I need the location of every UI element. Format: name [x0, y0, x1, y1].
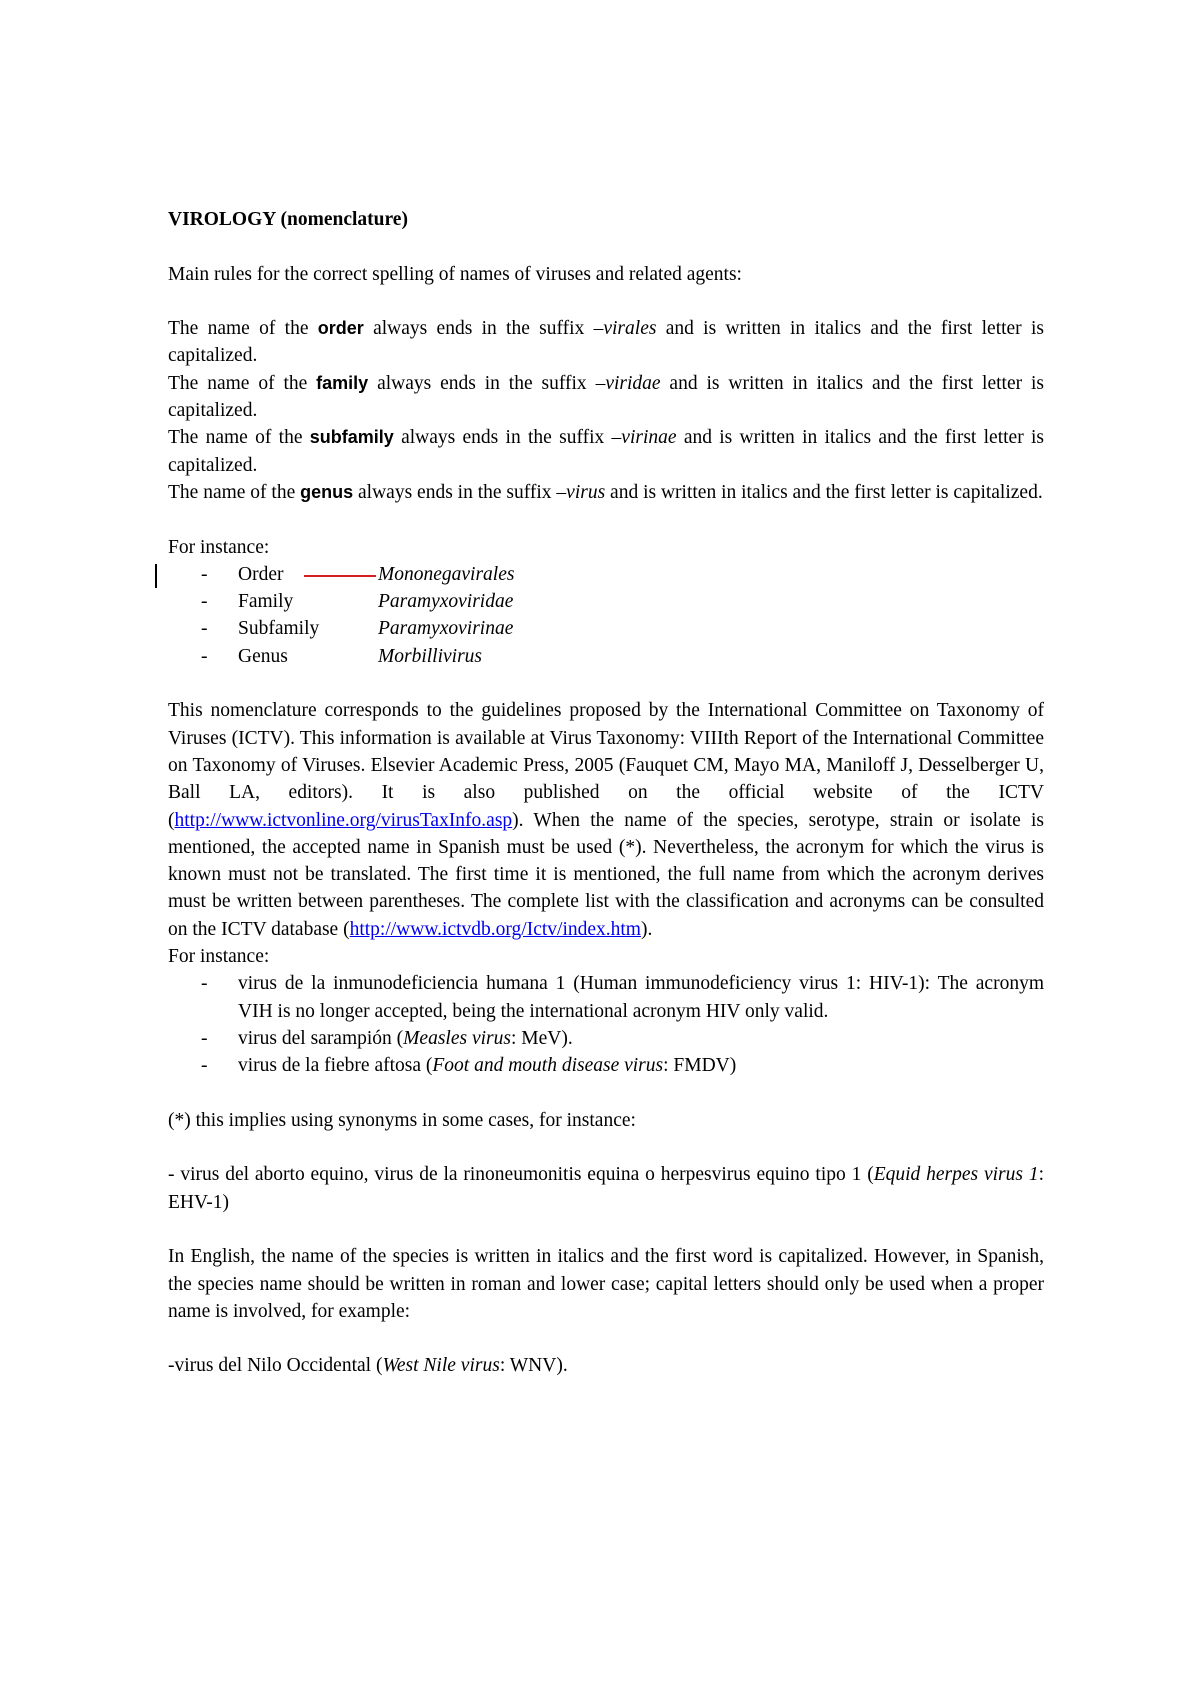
taxonomy-row-genus: - Genus Morbillivirus — [168, 643, 1044, 670]
examples-list — [168, 970, 1044, 1079]
rule-order: The name of the order always ends in the suffix –virales and is written in italics and the first letter is capitalized. — [168, 318, 1044, 367]
taxonomy-rank: Family — [238, 591, 294, 613]
rule-suffix: –viridae — [595, 372, 661, 394]
taxonomy-rank: Genus — [238, 645, 288, 667]
rule-subfamily: The name of the subfamily always ends in the suffix –virinae and is written in italics and the first letter is capitalized. — [168, 427, 1044, 476]
taxonomy-row-subfamily: - Subfamily Paramyxovirinae — [168, 615, 1044, 642]
taxonomy-name: Paramyxoviridae — [378, 591, 514, 613]
rule-term: subfamily — [309, 427, 394, 448]
example-measles: - virus del sarampión (Measles virus: MeV). — [201, 1027, 573, 1049]
taxonomy-name: Paramyxovirinae — [378, 618, 514, 640]
rule-family: The name of the family always ends in the suffix –viridae and is written in italics and the first letter is capitalized. — [168, 372, 1044, 422]
synonyms-note: (*) this implies using synonyms in some cases, for instance: — [168, 1109, 636, 1131]
rule-suffix: –virus — [556, 481, 606, 503]
for-instance-label: For instance: — [168, 946, 270, 968]
for-instance-label: For instance: — [168, 536, 270, 558]
rule-suffix: –virales — [593, 318, 657, 340]
taxonomy-row-order: - Order Mononegavirales — [168, 561, 1044, 588]
rule-term: family — [316, 372, 369, 393]
rule-suffix: –virinae — [611, 427, 677, 449]
rule-genus: The name of the genus always ends in the suffix –virus and is written in italics and the first letter is capitalized. — [168, 481, 1043, 503]
taxonomy-name: Mononegavirales — [378, 563, 515, 585]
document-title: VIROLOGY (nomenclature) — [168, 209, 408, 230]
taxonomy-name: Morbillivirus — [378, 645, 483, 667]
rule-term: order — [317, 318, 364, 339]
taxonomy-rank: Subfamily — [238, 618, 320, 640]
taxonomy-rank: Order — [238, 563, 284, 585]
final-example: -virus del Nilo Occidental (West Nile virus: WNV). — [168, 1355, 568, 1377]
red-arrow-line — [304, 575, 376, 577]
example-hiv: - virus de la inmunodeficiencia humana 1 (Human immunodeficiency virus 1: HIV-1): The acronym VIH is no longer accepted, being the international acronym HIV only valid. — [201, 973, 1044, 1022]
text-cursor — [155, 564, 157, 588]
ictvdb-link[interactable]: http://www.ictvdb.org/Ictv/index.htm — [349, 918, 641, 940]
taxonomy-list — [168, 561, 1044, 670]
example-fmdv: - virus de la fiebre aftosa (Foot and mouth disease virus: FMDV) — [201, 1055, 737, 1077]
rule-term: genus — [300, 481, 354, 502]
ictv-paragraph: This nomenclature corresponds to the guidelines proposed by the International Committee on Taxonomy of Viruses (ICTV). This information is available at Virus Taxonomy: VIIIth Report of the International Committee on Taxonomy of Viruses. Elsevier Academic Press, 2005 (Fauquet CM, Mayo MA, Maniloff J, Desselberger U, Ball LA, editors). It is also published on the official website of the ICTV (http://www.ictvonline.org/virusTaxInfo.asp). When the name of the species, serotype, strain or isolate is mentioned, the accepted name in Spanish must be used (*). Nevertheless, the acronym for which the virus is known must not be translated. The first time it is mentioned, the full name from which the acronym derives must be written between parentheses. The complete list with the classification and acronyms can be consulted on the ICTV database (http://www.ictvdb.org/Ictv/index.htm). — [168, 700, 1044, 940]
intro-text: Main rules for the correct spelling of names of viruses and related agents: — [168, 263, 742, 285]
synonym-example: - virus del aborto equino, virus de la rinoneumonitis equina o herpesvirus equino tipo 1 (Equid herpes virus 1: EHV-1) — [168, 1164, 1044, 1213]
ictv-online-link[interactable]: http://www.ictvonline.org/virusTaxInfo.asp — [174, 809, 513, 831]
english-spanish-paragraph: In English, the name of the species is written in italics and the first word is capitalized. However, in Spanish, the species name should be written in roman and lower case; capital letters should only be used when a proper name is involved, for example: — [168, 1246, 1044, 1322]
taxonomy-row-family: - Family Paramyxoviridae — [168, 588, 1044, 615]
document-page — [168, 206, 1044, 1380]
